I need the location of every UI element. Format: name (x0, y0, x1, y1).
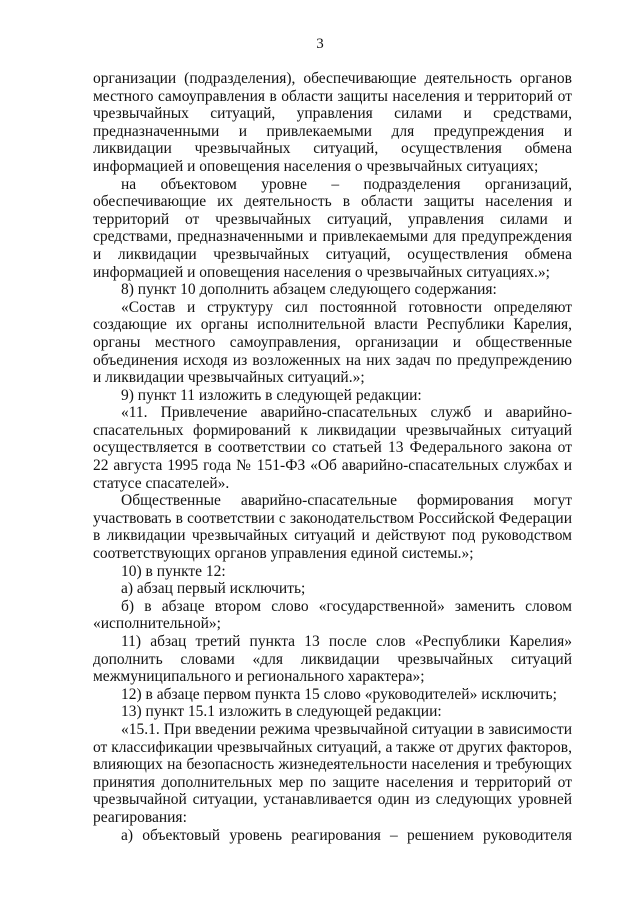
paragraph-object-level: на объектовом уровне – подразделения организаций, обеспечивающие их деятельность в области защиты населения и территорий от чрезвычайных ситуаций, управления силами и средствами, предназначенными и привлекаемыми для предупреждения и ликвидации чрезвычайных ситуаций, осуществления обмена информацией и оповещения населения о чрезвычайных ситуациях.»; (93, 175, 572, 281)
paragraph-item-13-text: «15.1. При введении режима чрезвычайной ситуации в зависимости от классификации чрезвычайных ситуаций, а также от других факторов, влияющих на безопасность жизнедеятельности населения и требующих принятия дополнительных мер по защите населения и территорий от чрезвычайной ситуации, устанавливается один из следующих уровней реагирования: (93, 720, 572, 826)
paragraph-item-8-text: «Состав и структуру сил постоянной готовности определяют создающие их органы исполнительной власти Республики Карелия, органы местного самоуправления, организации и общественные объединения исходя из возложенных на них задач по предупреждению и ликвидации чрезвычайных ситуаций.»; (93, 298, 572, 387)
paragraph-item-10: 10) в пункте 12: (121, 562, 226, 580)
paragraph-item-10-b: б) в абзаце втором слово «государственной» заменить словом «исполнительной»; (93, 597, 572, 633)
paragraph-object-response-level: а) объектовый уровень реагирования – решением руководителя (121, 826, 572, 844)
paragraph-item-13: 13) пункт 15.1 изложить в следующей редакции: (121, 703, 442, 721)
paragraph-item-9: 9) пункт 11 изложить в следующей редакции: (121, 386, 422, 404)
paragraph-continuation: организации (подразделения), обеспечивающие деятельность органов местного самоуправления в области защиты населения и территорий от чрезвычайных ситуаций, управления силами и средствами, предназначенными и привлекаемыми для предупреждения и ликвидации чрезвычайных ситуаций, осуществления обмена информацией и оповещения населения о чрезвычайных ситуациях; (93, 70, 572, 175)
paragraph-item-8: 8) пункт 10 дополнить абзацем следующего содержания: (121, 281, 497, 299)
paragraph-public-formations: Общественные аварийно-спасательные формирования могут участвовать в соответствии с законодательством Российской Федерации в ликвидации чрезвычайных ситуаций и действуют под руководством соответствующих органов управления единой системы.»; (93, 492, 572, 563)
paragraph-item-9-text: «11. Привлечение аварийно-спасательных служб и аварийно-спасательных формирований к ликвидации чрезвычайных ситуаций осуществляется в соответствии со статьей 13 Федерального закона от 22 августа 1995 года № 151-ФЗ «Об аварийно-спасательных службах и статусе спасателей». (93, 404, 572, 492)
paragraph-item-10-a: а) абзац первый исключить; (121, 580, 306, 598)
paragraph-item-12: 12) в абзаце первом пункта 15 слово «руководителей» исключить; (121, 685, 557, 703)
paragraph-item-11: 11) абзац третий пункта 13 после слов «Республики Карелия» дополнить словами «для ликвидации чрезвычайных ситуаций межмуниципального и регионального характера»; (93, 633, 572, 686)
document-body (93, 70, 572, 844)
page-number: 3 (316, 36, 324, 52)
